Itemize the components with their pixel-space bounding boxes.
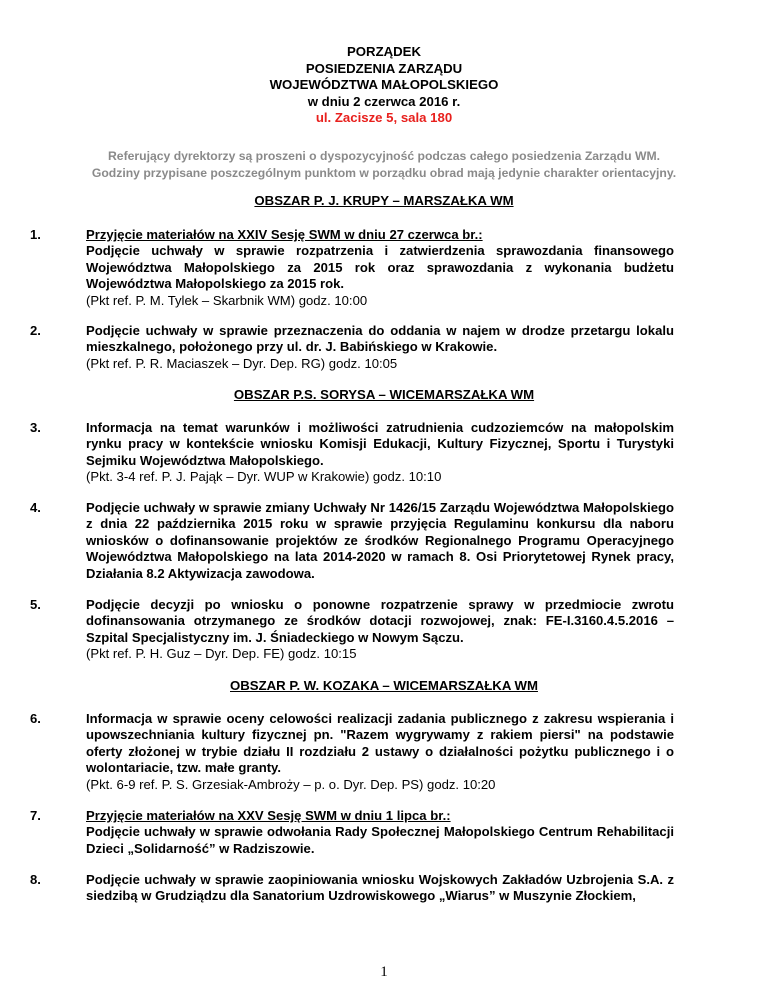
agenda-item [30, 711, 674, 793]
item-number: 5. [30, 597, 41, 612]
agenda-item [30, 420, 674, 486]
agenda-item [30, 808, 674, 857]
section-heading: OBSZAR P. J. KRUPY – MARSZAŁKA WM [254, 193, 514, 208]
item-text: Podjęcie uchwały w sprawie zmiany Uchwały Nr 1426/15 Zarządu Województwa Małopolskiego z dnia 22 października 2015 roku w sprawie przyjęcia Regulaminu konkursu dla naboru wniosków o dofinansowanie projektów ze środków Regionalnego Programu Operacyjnego Województwa Małopolskiego na lata 2014-2020 w ramach 8. Osi Priorytetowej Rynek pracy, Działania 8.2 Aktywizacja zawodowa. [86, 500, 674, 581]
item-text: Podjęcie uchwały w sprawie zaopiniowania wniosku Wojskowych Zakładów Uzbrojenia S.A. z siedzibą w Grudziądzu dla Sanatorium Uzdrowiskowego „Wiarus” w Muszynie Złockiem, [86, 872, 674, 904]
header-organization: WOJEWÓDZTWA MAŁOPOLSKIEGO [269, 77, 499, 93]
item-number: 3. [30, 420, 41, 435]
section-heading: OBSZAR P.S. SORYSA – WICEMARSZAŁKA WM [233, 387, 535, 402]
item-text: Podjęcie uchwały w sprawie odwołania Rady Społecznej Małopolskiego Centrum Rehabilitacji Dzieci „Solidarność” w Radziszowie. [86, 824, 674, 856]
availability-note [60, 148, 708, 182]
item-heading: Przyjęcie materiałów na XXIV Sesję SWM w dniu 27 czerwca br.: [86, 227, 483, 242]
header-subtitle: POSIEDZENIA ZARZĄDU [305, 60, 463, 76]
item-ref: (Pkt ref. P. R. Maciaszek – Dyr. Dep. RG) godz. 10:05 [86, 355, 398, 371]
item-heading: Przyjęcie materiałów na XXV Sesję SWM w dniu 1 lipca br.: [86, 808, 451, 823]
item-ref: (Pkt. 6-9 ref. P. S. Grzesiak-Ambroży – p. o. Dyr. Dep. PS) godz. 10:20 [86, 776, 496, 792]
note-line: Referujący dyrektorzy są proszeni o dyspozycyjność podczas całego posiedzenia Zarządu WM. [108, 149, 660, 163]
item-text: Podjęcie uchwały w sprawie rozpatrzenia i zatwierdzenia sprawozdania finansowego Województwa Małopolskiego za 2015 rok oraz sprawozdania z wykonania budżetu Województwa Małopolskiego za 2015 rok. [86, 243, 674, 292]
item-ref: (Pkt. 3-4 ref. P. J. Pająk – Dyr. WUP w Krakowie) godz. 10:10 [86, 469, 442, 485]
header-date: w dniu 2 czerwca 2016 r. [307, 93, 461, 109]
note-line: Godziny przypisane poszczególnym punktom w porządku obrad mają jedynie charakter orientacyjny. [91, 166, 677, 180]
item-text: Podjęcie uchwały w sprawie przeznaczenia do oddania w najem w drodze przetargu lokalu mieszkalnego, położonego przy ul. dr. J. Babińskiego w Krakowie. [86, 323, 674, 355]
section-heading: OBSZAR P. W. KOZAKA – WICEMARSZAŁKA WM [230, 678, 538, 693]
item-text: Podjęcie decyzji po wniosku o ponowne rozpatrzenie sprawy w przedmiocie zwrotu dofinansowania otrzymanego ze środków dotacji rozwojowej, znak: FE-I.3160.4.5.2016 – Szpital Specjalistyczny im. J. Śniadeckiego w Nowym Sączu. [86, 597, 674, 645]
agenda-item [30, 872, 674, 905]
item-number: 4. [30, 500, 41, 515]
agenda-item [30, 597, 674, 663]
agenda-item [30, 323, 674, 372]
item-number: 6. [30, 711, 41, 726]
item-ref: (Pkt ref. P. M. Tylek – Skarbnik WM) godz. 10:00 [86, 292, 368, 308]
item-ref: (Pkt ref. P. H. Guz – Dyr. Dep. FE) godz. 10:15 [86, 646, 357, 662]
agenda-item [30, 227, 674, 309]
item-number: 7. [30, 808, 41, 823]
item-text: Informacja w sprawie oceny celowości realizacji zadania publicznego z zakresu wspierania i upowszechniania kultury fizycznej pn. "Razem wygrywamy z rakiem piersi" na podstawie oferty złożonej w trybie działu II rozdziału 2 ustawy o działalności pożytku publicznego i o wolontariacie, tzw. małe granty. [86, 711, 674, 776]
item-number: 8. [30, 872, 41, 887]
item-number: 1. [30, 227, 41, 242]
header-location: ul. Zacisze 5, sala 180 [315, 110, 453, 126]
item-number: 2. [30, 323, 41, 338]
item-text: Informacja na temat warunków i możliwości zatrudnienia cudzoziemców na małopolskim rynku pracy w kontekście wniosku Komisji Edukacji, Kultury Fizycznej, Sportu i Turystyki Sejmiku Województwa Małopolskiego. [86, 420, 674, 468]
agenda-header [0, 44, 768, 127]
agenda-item [30, 500, 674, 582]
page-number: 1 [380, 964, 388, 980]
header-title: PORZĄDEK [347, 44, 421, 59]
